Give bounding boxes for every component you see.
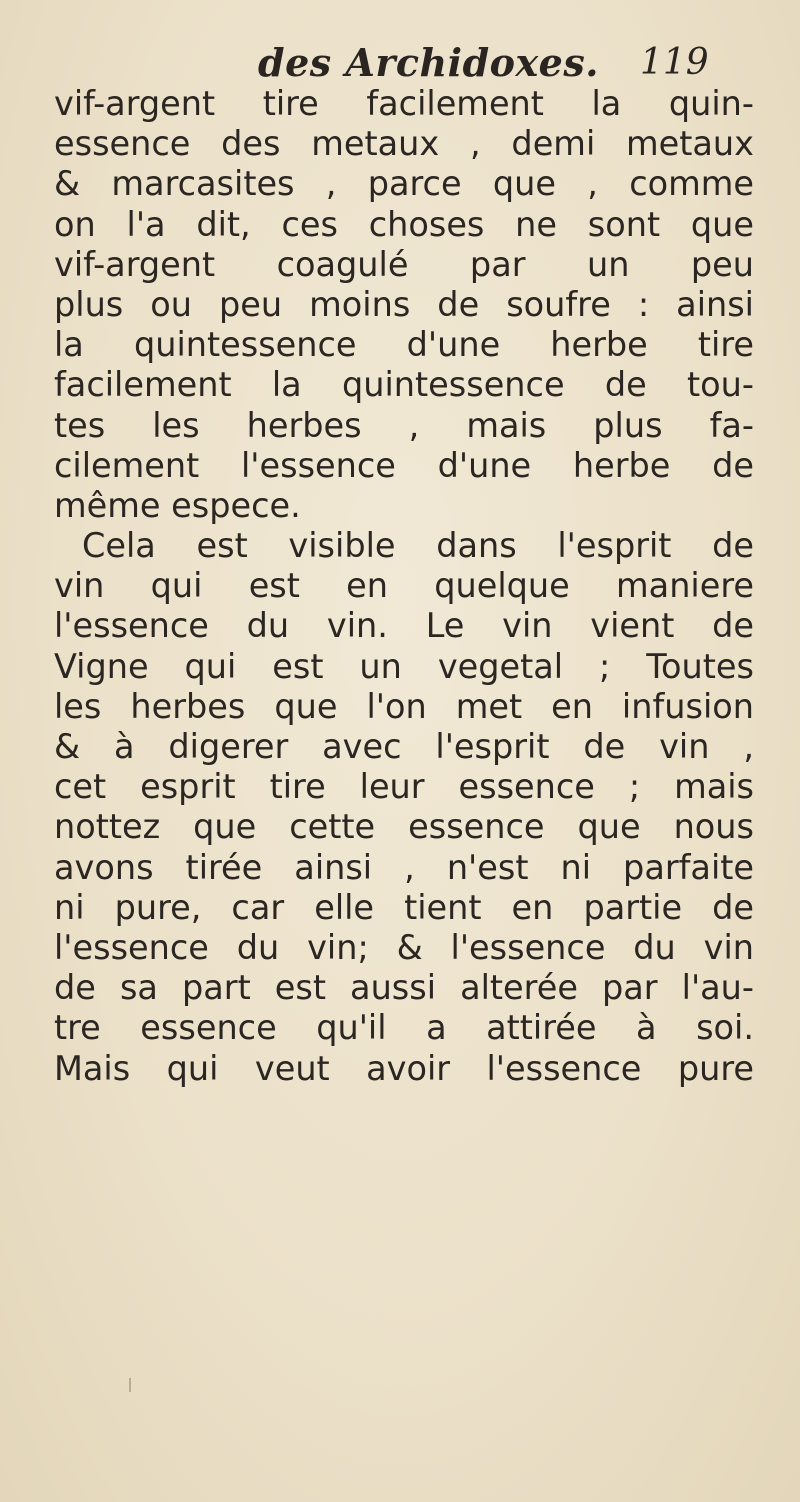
running-title: des Archidoxes.: [258, 40, 599, 85]
text-line: Cela est visible dans l'esprit de: [82, 526, 754, 566]
text-line: les herbes que l'on met en infusion: [54, 686, 754, 726]
text-line: essence des metaux , demi metaux: [54, 124, 754, 164]
text-line: & à digerer avec l'esprit de vin ,: [54, 727, 754, 766]
text-line: ni pure, car elle tient en partie de: [54, 887, 754, 927]
text-line: l'essence du vin. Le vin vient de: [54, 606, 754, 646]
text-line: vif-argent coagulé par un peu: [54, 244, 754, 284]
text-line: vif-argent tire facilement la quin-: [54, 84, 754, 123]
text-line: cet esprit tire leur essence ; mais: [54, 767, 754, 807]
page-number: 119: [640, 42, 709, 83]
text-line: tes les herbes , mais plus fa-: [54, 405, 754, 445]
text-line: même espece.: [54, 485, 301, 525]
text-line: de sa part est aussi alterée par l'au-: [54, 968, 754, 1008]
text-line: Mais qui veut avoir l'essence pure: [54, 1048, 754, 1088]
stray-ink-mark: [129, 1378, 131, 1392]
text-line: nottez que cette essence que nous: [54, 807, 754, 847]
text-line: tre essence qu'il a attirée à soi.: [54, 1008, 754, 1048]
text-line: & marcasites , parce que , comme: [54, 164, 754, 204]
text-line: avons tirée ainsi , n'est ni parfaite: [54, 847, 754, 887]
body-text: [54, 84, 754, 1089]
text-line: cilement l'essence d'une herbe de: [54, 445, 754, 485]
text-line: facilement la quintessence de tou-: [54, 365, 754, 405]
text-line: on l'a dit, ces choses ne sont que: [54, 204, 754, 244]
text-line: vin qui est en quelque maniere: [54, 566, 754, 606]
text-line: Vigne qui est un vegetal ; Toutes: [54, 646, 754, 686]
page-header: [0, 40, 800, 90]
text-line: plus ou peu moins de soufre : ainsi: [54, 284, 754, 324]
text-line: la quintessence d'une herbe tire: [54, 325, 754, 365]
text-line: l'essence du vin; & l'essence du vin: [54, 927, 754, 967]
